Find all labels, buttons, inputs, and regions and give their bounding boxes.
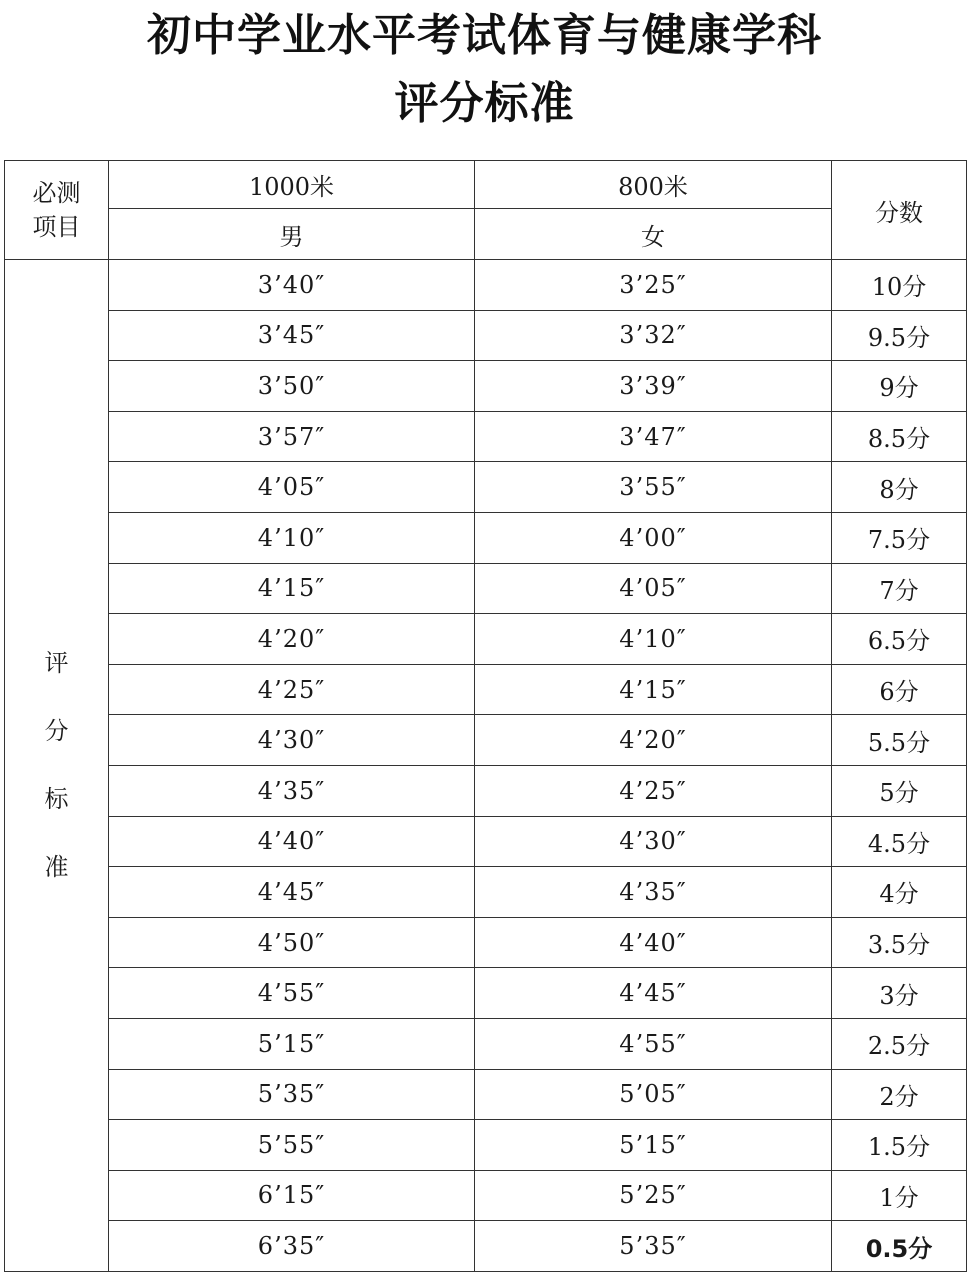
female-time-cell: 3’47″: [475, 411, 832, 462]
male-time-cell: 4’45″: [109, 867, 475, 918]
male-time-cell: 5’15″: [109, 1018, 475, 1069]
score-cell: 6分: [832, 664, 967, 715]
female-time-cell: 3’32″: [475, 310, 832, 361]
male-time-cell: 4’50″: [109, 917, 475, 968]
document-title: [0, 8, 969, 132]
table-row: [5, 1221, 967, 1272]
score-cell: 1分: [832, 1170, 967, 1221]
side-label-char: 标: [44, 785, 69, 814]
score-cell: 7.5分: [832, 512, 967, 563]
female-time-cell: 3’55″: [475, 462, 832, 513]
table-row: [5, 260, 967, 311]
score-cell: 9分: [832, 361, 967, 412]
female-time-cell: 4’35″: [475, 867, 832, 918]
score-cell: 4分: [832, 867, 967, 918]
header-female: 女: [475, 209, 832, 260]
table-row: [5, 968, 967, 1019]
score-cell: 8.5分: [832, 411, 967, 462]
male-time-cell: 5’35″: [109, 1069, 475, 1120]
male-time-cell: 4’05″: [109, 462, 475, 513]
table-row: [5, 563, 967, 614]
header-male-distance: 1000米: [109, 161, 475, 209]
male-time-cell: 3’50″: [109, 361, 475, 412]
male-time-cell: 3’40″: [109, 260, 475, 311]
female-time-cell: 4’55″: [475, 1018, 832, 1069]
header-male: 男: [109, 209, 475, 260]
female-time-cell: 5’35″: [475, 1221, 832, 1272]
table-row: [5, 512, 967, 563]
table-row: [5, 1170, 967, 1221]
header-female-distance: 800米: [475, 161, 832, 209]
female-time-cell: 4’15″: [475, 664, 832, 715]
table-row: [5, 411, 967, 462]
score-cell: 4.5分: [832, 816, 967, 867]
score-cell: 9.5分: [832, 310, 967, 361]
female-time-cell: 5’05″: [475, 1069, 832, 1120]
header-score: 分数: [832, 161, 967, 260]
female-time-cell: 4’20″: [475, 715, 832, 766]
score-cell: 6.5分: [832, 614, 967, 665]
title-main: 初中学业水平考试体育与健康学科: [147, 10, 822, 61]
side-label-char: 评: [44, 649, 69, 678]
score-cell: 3分: [832, 968, 967, 1019]
female-time-cell: 4’30″: [475, 816, 832, 867]
male-time-cell: 4’20″: [109, 614, 475, 665]
female-time-cell: 5’25″: [475, 1170, 832, 1221]
table-row: [5, 816, 967, 867]
header-item-line2: 项目: [32, 213, 81, 241]
male-time-cell: 4’15″: [109, 563, 475, 614]
male-time-cell: 4’55″: [109, 968, 475, 1019]
table-row: [5, 917, 967, 968]
table-row: [5, 361, 967, 412]
table-row: [5, 1120, 967, 1171]
female-time-cell: 5’15″: [475, 1120, 832, 1171]
table-row: [5, 867, 967, 918]
male-time-cell: 3’45″: [109, 310, 475, 361]
female-time-cell: 4’40″: [475, 917, 832, 968]
table-header-row-distance: [5, 161, 967, 209]
side-label-scoring-standard: [5, 260, 109, 1272]
male-time-cell: 3’57″: [109, 411, 475, 462]
scoring-table: [4, 160, 967, 1272]
female-time-cell: 4’45″: [475, 968, 832, 1019]
score-cell: 7分: [832, 563, 967, 614]
male-time-cell: 6’15″: [109, 1170, 475, 1221]
female-time-cell: 3’25″: [475, 260, 832, 311]
table-row: [5, 310, 967, 361]
table-header-row-gender: [5, 209, 967, 260]
table-row: [5, 664, 967, 715]
score-cell: 0.5分: [832, 1221, 967, 1272]
table-row: [5, 614, 967, 665]
title-sub: 评分标准: [394, 78, 575, 129]
side-label-char: 分: [44, 717, 69, 746]
male-time-cell: 5’55″: [109, 1120, 475, 1171]
score-cell: 3.5分: [832, 917, 967, 968]
header-item-line1: 必测: [32, 179, 81, 207]
male-time-cell: 4’10″: [109, 512, 475, 563]
score-cell: 5分: [832, 765, 967, 816]
score-cell: 2.5分: [832, 1018, 967, 1069]
score-cell: 5.5分: [832, 715, 967, 766]
male-time-cell: 4’35″: [109, 765, 475, 816]
table-row: [5, 765, 967, 816]
score-cell: 2分: [832, 1069, 967, 1120]
side-label-char: 准: [44, 853, 69, 882]
male-time-cell: 4’40″: [109, 816, 475, 867]
female-time-cell: 4’25″: [475, 765, 832, 816]
female-time-cell: 3’39″: [475, 361, 832, 412]
score-cell: 1.5分: [832, 1120, 967, 1171]
female-time-cell: 4’05″: [475, 563, 832, 614]
table-row: [5, 462, 967, 513]
table-row: [5, 1069, 967, 1120]
female-time-cell: 4’10″: [475, 614, 832, 665]
score-cell: 10分: [832, 260, 967, 311]
score-cell: 8分: [832, 462, 967, 513]
male-time-cell: 4’30″: [109, 715, 475, 766]
table-row: [5, 1018, 967, 1069]
table-row: [5, 715, 967, 766]
female-time-cell: 4’00″: [475, 512, 832, 563]
male-time-cell: 6’35″: [109, 1221, 475, 1272]
male-time-cell: 4’25″: [109, 664, 475, 715]
header-item-cell: [5, 161, 109, 260]
